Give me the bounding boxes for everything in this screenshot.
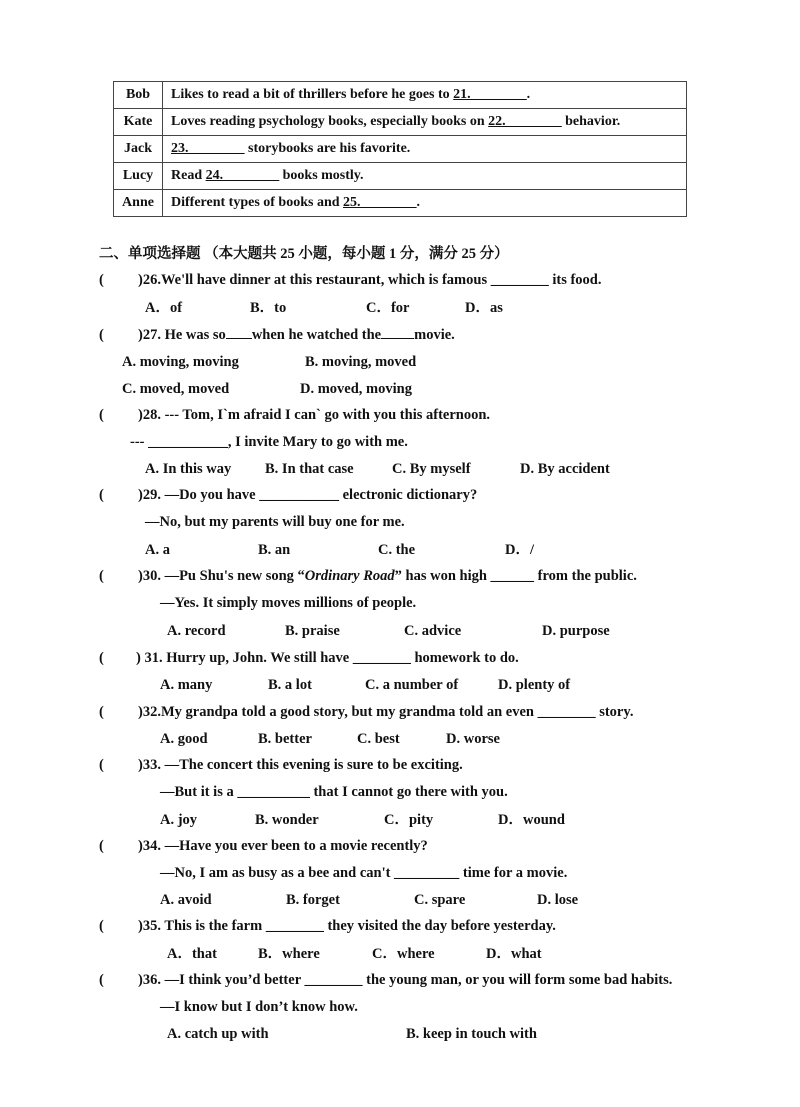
option-a: A．that <box>167 946 217 962</box>
table-cell-name: Kate <box>114 109 163 136</box>
answer-blank: 24.________ <box>205 168 280 183</box>
answer-paren: ( <box>99 568 104 584</box>
option-d: D．wound <box>498 812 565 828</box>
option-a: A．of <box>145 300 183 316</box>
question-31-stem: ) 31. Hurry up, John. We still have ________ homework to do. <box>136 650 519 666</box>
option-b: B. wonder <box>255 812 319 828</box>
table-row <box>114 136 687 163</box>
cell-text: Likes to read a bit of thrillers before he goes to <box>171 87 454 102</box>
option-b: B. forget <box>286 892 340 908</box>
question-34-reply: —No, I am as busy as a bee and can't _________ time for a movie. <box>160 865 568 881</box>
option-c: C. By myself <box>392 461 471 477</box>
table-row <box>114 109 687 136</box>
option-d: D. lose <box>537 892 579 908</box>
question-35-stem: )35. This is the farm ________ they visited the day before yesterday. <box>138 918 556 934</box>
answer-paren: ( <box>99 327 104 343</box>
answer-paren: ( <box>99 972 104 988</box>
question-27-stem <box>138 325 455 345</box>
answer-blank: 22.________ <box>488 114 562 129</box>
option-b: B. better <box>258 731 312 747</box>
question-36-stem: )36. —I think you’d better ________ the young man, or you will form some bad habits. <box>138 972 673 988</box>
option-b: B．where <box>258 946 320 962</box>
option-d: D．/ <box>505 542 534 558</box>
answer-paren: ( <box>99 757 104 773</box>
question-26-stem: )26.We'll have dinner at this restaurant, which is famous ________ its food. <box>138 272 602 288</box>
answer-blank: 23.________ <box>171 141 245 156</box>
stem-part: )27. He was so <box>138 327 226 343</box>
table-cell-name: Jack <box>114 136 163 163</box>
option-b: B. praise <box>285 623 340 639</box>
question-29-reply: —No, but my parents will buy one for me. <box>145 514 405 530</box>
option-c: C. best <box>357 731 400 747</box>
song-title: Ordinary Road <box>304 568 395 584</box>
cell-text: books mostly. <box>279 168 364 183</box>
cell-text: Loves reading psychology books, especially books on <box>171 114 489 129</box>
table-cell-text <box>163 109 687 136</box>
reading-table <box>113 81 687 217</box>
question-33-stem: )33. —The concert this evening is sure to be exciting. <box>138 757 463 773</box>
option-c: C．where <box>372 946 435 962</box>
option-d: D. moved, moving <box>300 381 412 397</box>
cell-text: behavior. <box>561 114 621 129</box>
answer-paren: ( <box>99 918 104 934</box>
cell-text: storybooks are his favorite. <box>244 141 411 156</box>
option-b: B. an <box>258 542 291 558</box>
stem-part: movie. <box>414 327 455 343</box>
question-30-reply: —Yes. It simply moves millions of people. <box>160 595 417 611</box>
answer-blank <box>226 325 252 339</box>
stem-part: when he watched the <box>251 327 382 343</box>
option-a: A. moving, moving <box>122 354 239 370</box>
stem-part: )30. —Pu Shu's new song “ <box>138 568 305 584</box>
table-cell-text <box>163 136 687 163</box>
cell-text: . <box>526 87 531 102</box>
stem-part: ” has won high ______ from the public. <box>394 568 637 584</box>
option-c: C. moved, moved <box>122 381 230 397</box>
answer-blank <box>381 325 414 339</box>
option-c: C. a number of <box>365 677 459 693</box>
answer-paren: ( <box>99 650 104 666</box>
table-cell-name: Bob <box>114 82 163 109</box>
table-cell-text <box>163 82 687 109</box>
option-a: A. good <box>160 731 208 747</box>
table-cell-text <box>163 163 687 190</box>
question-33-reply: —But it is a __________ that I cannot go there with you. <box>160 784 508 800</box>
option-a: A. avoid <box>160 892 212 908</box>
option-c: C．for <box>366 300 410 316</box>
answer-paren: ( <box>99 704 104 720</box>
answer-paren: ( <box>99 272 104 288</box>
option-d: D．what <box>486 946 542 962</box>
option-b: B．to <box>250 300 287 316</box>
answer-blank: 25.________ <box>343 195 417 210</box>
option-c: C. the <box>378 542 416 558</box>
option-a: A. joy <box>160 812 198 828</box>
answer-paren: ( <box>99 838 104 854</box>
table-row <box>114 82 687 109</box>
question-32-stem: )32.My grandpa told a good story, but my grandma told an even ________ story. <box>138 704 634 720</box>
question-28-stem: )28. --- Tom, I`m afraid I can` go with you this afternoon. <box>138 407 491 423</box>
question-36-reply: —I know but I don’t know how. <box>160 999 358 1015</box>
question-28-reply: --- ___________, I invite Mary to go with me. <box>130 434 408 450</box>
option-c: C．pity <box>384 812 434 828</box>
option-b: B. a lot <box>268 677 312 693</box>
option-a: A. many <box>160 677 213 693</box>
option-a: A. In this way <box>145 461 232 477</box>
option-d: D. purpose <box>542 623 610 639</box>
answer-paren: ( <box>99 487 104 503</box>
table-cell-name: Anne <box>114 190 163 217</box>
option-c: C. spare <box>414 892 466 908</box>
answer-paren: ( <box>99 407 104 423</box>
cell-text: Read <box>171 168 206 183</box>
answer-blank: 21.________ <box>453 87 527 102</box>
option-b: B. moving, moved <box>305 354 417 370</box>
cell-text: Different types of books and <box>171 195 344 210</box>
table-row <box>114 163 687 190</box>
option-c: C. advice <box>404 623 462 639</box>
option-a: A. a <box>145 542 170 558</box>
question-30-stem <box>138 566 637 586</box>
option-b: B. In that case <box>265 461 354 477</box>
question-29-stem: )29. —Do you have ___________ electronic dictionary? <box>138 487 478 503</box>
question-34-stem: )34. —Have you ever been to a movie recently? <box>138 838 428 854</box>
cell-text: . <box>416 195 421 210</box>
table-row <box>114 190 687 217</box>
table-cell-text <box>163 190 687 217</box>
option-d: D. By accident <box>520 461 610 477</box>
option-d: D. worse <box>446 731 500 747</box>
section-title: 二、单项选择题 （本大题共 25 小题，每小题 1 分，满分 25 分） <box>99 246 509 262</box>
option-b: B. keep in touch with <box>406 1026 537 1042</box>
option-a: A. catch up with <box>167 1026 269 1042</box>
option-d: D．as <box>465 300 503 316</box>
option-a: A. record <box>167 623 226 639</box>
table-cell-name: Lucy <box>114 163 163 190</box>
option-d: D. plenty of <box>498 677 571 693</box>
